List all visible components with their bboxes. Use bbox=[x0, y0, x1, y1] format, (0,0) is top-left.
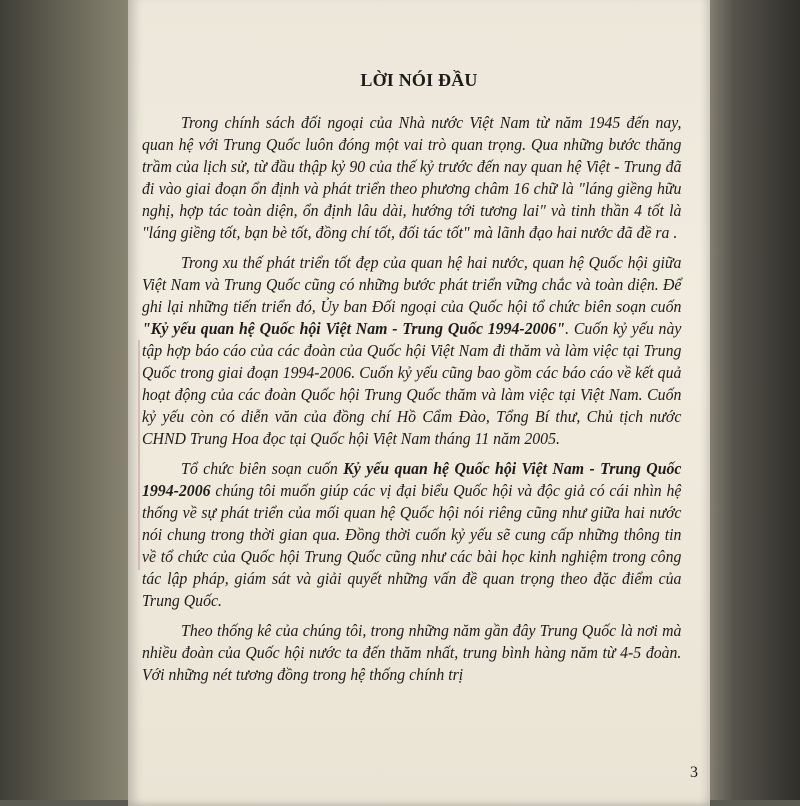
paragraph-2-text-b: . Cuốn kỷ yếu này tập hợp báo cáo của các đoàn của Quốc hội Việt Nam đi thăm và làm việc tại Trung Quốc trong giai đoạn 1994-2006. Cuốn kỷ yếu cũng bao gồm các báo cáo về kết quả hoạt động của các đoàn Quốc hội Trung Quốc thăm và làm việc tại Việt Nam. Cuốn kỷ yếu còn có diễn văn của đồng chí Hồ Cẩm Đào, Tổng Bí thư, Chủ tịch nước CHND Trung Hoa đọc tại Quốc hội Việt Nam tháng 11 năm 2005. bbox=[142, 319, 682, 448]
page-number: 3 bbox=[690, 764, 698, 781]
left-book-shadow bbox=[0, 0, 132, 800]
paragraph-3-text-b: chúng tôi muốn giúp các vị đại biểu Quốc hội và độc giả có cái nhìn hệ thống về sự phát triển của mối quan hệ Quốc hội nói riêng cũng như giữa hai nước nói chung trong thời gian qua. Đồng thời cuốn kỷ yếu sẽ cung cấp những thông tin về tổ chức của Quốc hội Trung Quốc cũng như các bài học kinh nghiệm trong công tác lập pháp, giám sát và giải quyết những vấn đề quan trọng theo đặc điểm của Trung Quốc. bbox=[142, 481, 682, 610]
paragraph-2-text-a: Trong xu thế phát triển tốt đẹp của quan hệ hai nước, quan hệ Quốc hội giữa Việt Nam và Trung Quốc cũng có những bước phát triển vững chắc và toàn diện. Để ghi lại những tiến triển đó, Ủy ban Đối ngoại của Quốc hội tổ chức biên soạn cuốn bbox=[142, 253, 682, 316]
paragraph-3-text-a: Tổ chức biên soạn cuốn bbox=[181, 459, 344, 478]
paragraph-3-book-title: Kỷ yếu quan hệ Quốc hội Việt Nam - Trung Quốc 1994-2006 bbox=[142, 459, 682, 500]
page-title: LỜI NÓI ĐẦU bbox=[360, 70, 478, 90]
paragraph-2 bbox=[142, 252, 681, 450]
paragraph-1 bbox=[142, 112, 681, 244]
paragraph-2-book-title: "Kỷ yếu quan hệ Quốc hội Việt Nam - Trung Quốc 1994-2006" bbox=[142, 319, 566, 338]
paragraph-4 bbox=[142, 620, 681, 686]
paragraph-3 bbox=[142, 458, 681, 612]
page-body bbox=[142, 112, 681, 694]
book-page bbox=[128, 0, 710, 806]
paragraph-1-text: Trong chính sách đối ngoại của Nhà nước Việt Nam từ năm 1945 đến nay, quan hệ với Trung Quốc luôn đóng một vai trò quan trọng. Qua những bước thăng trầm của lịch sử, từ đầu thập kỷ 90 của thế kỷ trước đến nay quan hệ Việt - Trung đã đi vào giai đoạn ổn định và phát triển theo phương châm 16 chữ là "láng giềng hữu nghị, hợp tác toàn diện, ổn định lâu dài, hướng tới tương lai" và tinh thần 4 tốt là "láng giềng tốt, bạn bè tốt, đồng chí tốt, đối tác tốt" mà lãnh đạo hai nước đã đề ra . bbox=[142, 113, 682, 242]
gutter-mark bbox=[138, 340, 140, 570]
paragraph-4-text: Theo thống kê của chúng tôi, trong những năm gần đây Trung Quốc là nơi mà nhiều đoàn của Quốc hội nước ta đến thăm nhất, trung bình hàng năm từ 4-5 đoàn. Với những nét tương đồng trong hệ thống chính trị bbox=[142, 621, 682, 684]
